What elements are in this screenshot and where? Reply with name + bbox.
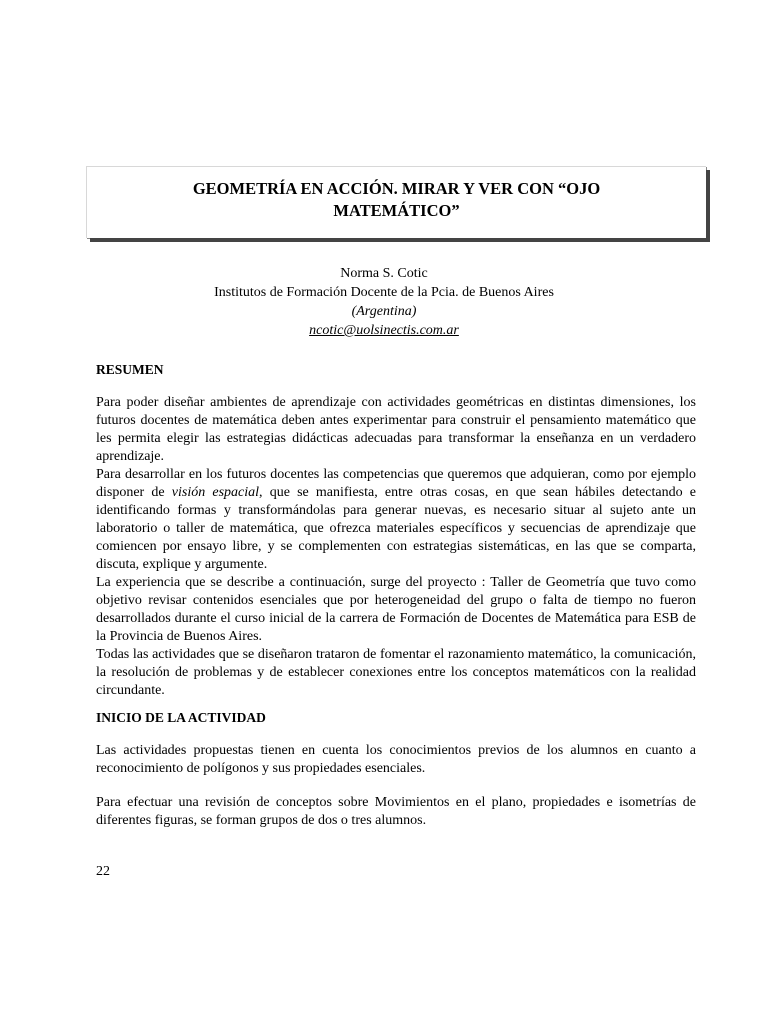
resumen-heading: RESUMEN — [96, 362, 164, 377]
inicio-paragraph-2: Para efectuar una revisión de conceptos sobre Movimientos en el plano, propiedades e isometrías de diferentes figuras, se forman grupos de dos o tres alumnos. — [96, 795, 696, 828]
resumen-paragraph-2 — [96, 466, 696, 574]
resumen-paragraph-2-emphasis: visión espacial — [171, 485, 260, 500]
paper-title — [87, 178, 706, 222]
author-block — [0, 264, 768, 340]
title-line-2: MATEMÁTICO” — [333, 201, 460, 220]
author-institution: Institutos de Formación Docente de la Pcia. de Buenos Aires — [214, 285, 554, 300]
resumen-paragraph-3: La experiencia que se describe a continuación, surge del proyecto : Taller de Geometría que tuvo como objetivo revisar contenidos esenciales que por heterogeneidad del grupo o falta de tiempo no fueron desarrollados durante el curso inicial de la carrera de Formación de Docentes de Matemática para ESB de la Provincia de Buenos Aires. — [96, 575, 696, 644]
resumen-paragraph-4: Todas las actividades que se diseñaron trataron de fomentar el razonamiento matemático, la comunicación, la resolución de problemas y de establecer conexiones entre los conceptos matemáticos con la realidad circundante. — [96, 647, 696, 698]
resumen-paragraph-2-start: Para desarrollar en los futuros docentes las competencias que queremos que adquieran, como por ejemplo disponer de — [96, 467, 696, 500]
author-email-link[interactable]: ncotic@uolsinectis.com.ar — [309, 323, 459, 338]
author-country: (Argentina) — [351, 304, 417, 319]
title-box — [86, 166, 706, 238]
title-line-1: GEOMETRÍA EN ACCIÓN. MIRAR Y VER CON “OJO — [192, 179, 601, 198]
inicio-heading: INICIO DE LA ACTIVIDAD — [96, 710, 266, 725]
resumen-paragraph-2-end: , que se manifiesta, entre otras cosas, en que sean hábiles detectando e identificando formas y transformándolas para generar nuevas, es necesario situar al sujeto ante un laboratorio o taller de matemática, que ofrezca materiales específicos y secuencias de aprendizaje que comiencen por ensayo libre, y se complementen con estrategias sistemáticas, en las que se comparta, discuta, explique y argumente. — [96, 485, 696, 572]
resumen-paragraph-1: Para poder diseñar ambientes de aprendizaje con actividades geométricas en distintas dimensiones, los futuros docentes de matemática deben antes experimentar para construir el pensamiento matemático que les permita elegir las estrategias didácticas adecuadas para transformar la enseñanza en un verdadero aprendizaje. — [96, 395, 696, 464]
page-number: 22 — [96, 864, 110, 879]
inicio-paragraph-1: Las actividades propuestas tienen en cuenta los conocimientos previos de los alumnos en cuanto a reconocimiento de polígonos y sus propiedades esenciales. — [96, 743, 696, 776]
author-name: Norma S. Cotic — [340, 266, 428, 281]
resumen-body — [96, 394, 696, 700]
